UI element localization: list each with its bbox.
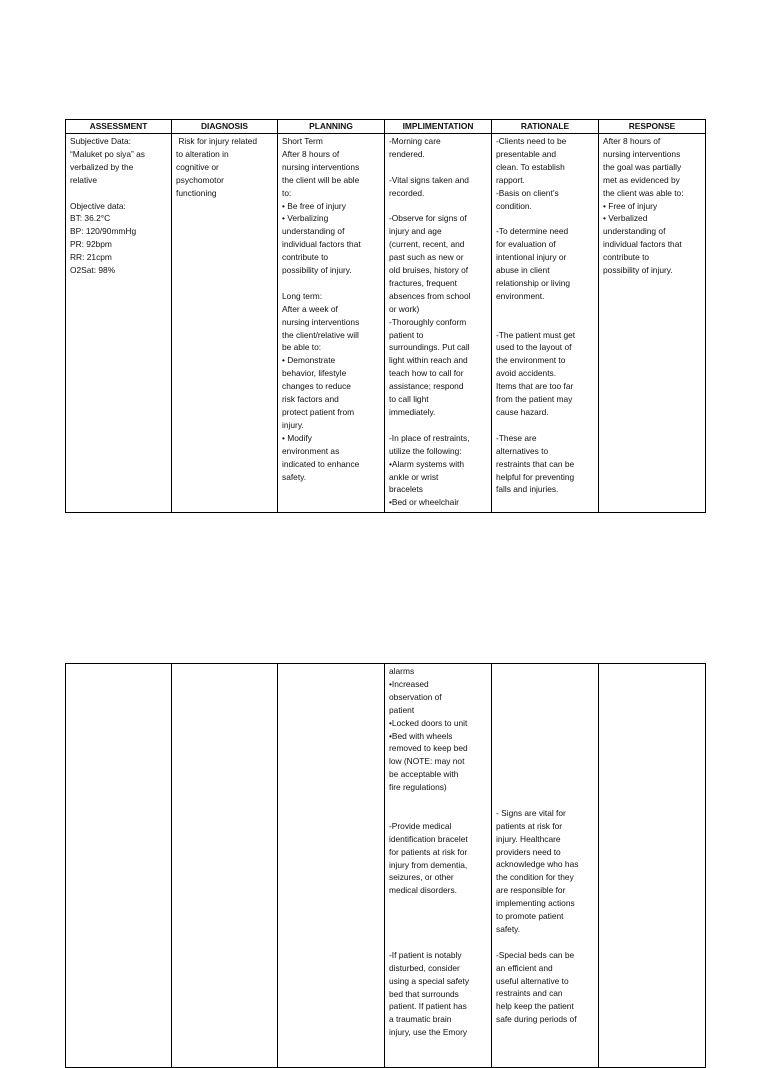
cell-text-line: -Basis on client’s (496, 187, 559, 198)
cell-text-line (496, 678, 594, 691)
cell-text-line: surroundings. Put call (389, 342, 470, 353)
cell-text-line: met as evidenced by (603, 174, 680, 185)
cell-text-line: -Vital signs taken and (389, 174, 469, 185)
cell-text-line (496, 729, 594, 742)
cell-text-line: clean. To establish (496, 161, 565, 172)
cell-text-line: medical disorders. (389, 885, 457, 896)
cell-text-line (496, 794, 594, 807)
cell-text-line: observation of (389, 691, 442, 702)
cell-text-line (496, 781, 594, 794)
cell-text-line: for patients at risk for (389, 846, 468, 857)
cell-text-line: behavior, lifestyle (282, 368, 347, 379)
cell-text-line: indicated to enhance (282, 458, 360, 469)
cell-text-line: -Clients need to be (496, 136, 567, 146)
cell-text-line: bed that surrounds (389, 988, 459, 999)
cell-text-line: acknowledge who has (496, 859, 579, 870)
cell-text-line: rendered. (389, 148, 425, 159)
cell-text-line: intentional injury or (496, 252, 567, 263)
cell-text-line (496, 704, 594, 717)
cell-text-line: -Observe for signs of (389, 213, 467, 224)
cell-text-line (282, 277, 380, 290)
cell-text-line: BT: 36.2°C (70, 213, 111, 224)
cell-text-line: nursing interventions (282, 161, 360, 172)
header-diagnosis: DIAGNOSIS (172, 120, 278, 134)
cell-text-line: helpful for preventing (496, 471, 575, 482)
table-row (66, 134, 706, 513)
cell-text-line: absences from school (389, 290, 471, 301)
header-response: RESPONSE (599, 120, 706, 134)
rationale-cell (492, 134, 599, 513)
cell-text-line: contribute to (603, 252, 650, 263)
cell-text-line (496, 665, 594, 678)
cell-text-line: •Bed with wheels (389, 730, 453, 741)
cell-text-line: for evaluation of (496, 239, 556, 250)
cell-text-line: or work) (389, 303, 420, 314)
cell-text-line: After a week of (282, 303, 338, 314)
cell-text-line: the client was able to: (603, 187, 684, 198)
cell-text-line: • Be free of injury (282, 200, 346, 211)
cell-text-line: nursing interventions (603, 148, 681, 159)
cell-text-line (496, 768, 594, 781)
cell-text-line: using a special safety (389, 975, 470, 986)
cell-text-line: the client/relative will (282, 329, 359, 340)
cell-text-line: providers need to (496, 846, 561, 857)
cell-text-line: restraints and can (496, 988, 563, 999)
cell-text-line: cognitive or (176, 161, 219, 172)
cell-text-line: RR: 21cpm (70, 252, 112, 263)
implementation-cell (385, 134, 492, 513)
rationale-cell (492, 664, 599, 1068)
cell-text-line: possibility of injury. (603, 265, 673, 276)
cell-text-line (389, 161, 487, 174)
cell-text-line: functioning (176, 187, 217, 198)
cell-text-line: •Locked doors to unit (389, 717, 468, 728)
nursing-care-plan-table (65, 119, 706, 513)
cell-text-line: an efficient and (496, 962, 553, 973)
cell-text-line: safe during periods of (496, 1014, 577, 1025)
cell-text-line (70, 187, 167, 200)
nursing-care-plan-table-continued (65, 663, 706, 1068)
cell-text-line: rapport. (496, 174, 525, 185)
cell-text-line: individual factors that (282, 239, 361, 250)
cell-text-line: help keep the patient (496, 1001, 574, 1012)
cell-text-line: Short Term (282, 136, 323, 146)
cell-text-line: to call light (389, 394, 429, 405)
cell-text-line: to promote patient (496, 911, 564, 922)
cell-text-line: utilize the following: (389, 445, 462, 456)
cell-text-line: alternatives to (496, 445, 549, 456)
cell-text-line: the client will be able (282, 174, 360, 185)
cell-text-line: •Increased (389, 678, 429, 689)
cell-text-line (496, 316, 594, 329)
cell-text-line (496, 936, 594, 949)
cell-text-line: understanding of (603, 226, 666, 237)
cell-text-line: (current, recent, and (389, 239, 465, 250)
cell-text-line: injury. Healthcare (496, 833, 561, 844)
cell-text-line (496, 717, 594, 730)
cell-text-line (389, 419, 487, 432)
assessment-cell (66, 664, 172, 1068)
cell-text-line: protect patient from (282, 407, 355, 418)
cell-text-line: to: (282, 187, 292, 198)
cell-text-line: useful alternative to (496, 975, 569, 986)
cell-text-line: -These are (496, 432, 537, 443)
cell-text-line: old bruises, history of (389, 265, 469, 276)
cell-text-line (496, 742, 594, 755)
cell-text-line: the goal was partially (603, 161, 682, 172)
header-implementation: IMPLIMENTATION (385, 120, 492, 134)
cell-text-line: BP: 120/90mmHg (70, 226, 137, 237)
cell-text-line (496, 303, 594, 316)
cell-text-line: ankle or wrist (389, 471, 439, 482)
header-rationale: RATIONALE (492, 120, 599, 134)
cell-text-line: patient (389, 704, 415, 715)
cell-text-line: immediately. (389, 407, 436, 417)
cell-text-line: After 8 hours of (603, 136, 661, 146)
cell-text-line: safety. (496, 923, 521, 934)
cell-text-line: restraints that can be (496, 458, 575, 469)
cell-text-line: After 8 hours of (282, 148, 340, 159)
cell-text-line (389, 807, 487, 820)
cell-text-line: be able to: (282, 342, 322, 353)
cell-text-line: relative (70, 174, 97, 185)
cell-text-line: -In place of restraints, (389, 432, 470, 443)
cell-text-line: be acceptable with (389, 769, 459, 780)
cell-text-line: -Special beds can be (496, 949, 575, 960)
cell-text-line: possibility of injury. (282, 265, 352, 276)
cell-text-line: light within reach and (389, 355, 468, 366)
cell-text-line: presentable and (496, 148, 557, 159)
cell-text-line: past such as new or (389, 252, 464, 263)
cell-text-line: • Demonstrate (282, 355, 336, 366)
cell-text-line: understanding of (282, 226, 345, 237)
cell-text-line: risk factors and (282, 394, 339, 405)
cell-text-line: safety. (282, 471, 307, 482)
cell-text-line (496, 691, 594, 704)
cell-text-line: patients at risk for (496, 820, 563, 831)
cell-text-line: seizures, or other (389, 872, 454, 883)
assessment-cell (66, 134, 172, 513)
header-planning: PLANNING (278, 120, 385, 134)
cell-text-line: patient to (389, 329, 424, 340)
cell-text-line: identification bracelet (389, 833, 468, 844)
cell-text-line (389, 200, 487, 213)
cell-text-line: bracelets (389, 484, 423, 495)
cell-text-line: - Signs are vital for (496, 807, 566, 818)
response-cell (599, 664, 706, 1068)
table-row (66, 664, 706, 1068)
cell-text-line: cause hazard. (496, 406, 549, 417)
cell-text-line: fire regulations) (389, 782, 447, 793)
cell-text-line: the condition for they (496, 872, 574, 883)
cell-text-line: removed to keep bed (389, 743, 468, 754)
cell-text-line (389, 897, 487, 910)
cell-text-line: relationship or living (496, 277, 571, 288)
cell-text-line: Subjective Data: (70, 136, 131, 146)
cell-text-line: patient. If patient has (389, 1001, 467, 1012)
diagnosis-cell (172, 134, 278, 513)
cell-text-line: alarms (389, 666, 415, 676)
cell-text-line: • Free of injury (603, 200, 658, 211)
cell-text-line: -To determine need (496, 226, 569, 237)
cell-text-line: “Maluket po siya” as (70, 148, 145, 159)
cell-text-line: a traumatic brain (389, 1014, 452, 1025)
cell-text-line: low (NOTE: may not (389, 756, 465, 767)
cell-text-line: fractures, frequent (389, 277, 457, 288)
cell-text-line: -Provide medical (389, 820, 452, 831)
header-row (66, 120, 706, 134)
cell-text-line: from the patient may (496, 394, 573, 405)
cell-text-line: environment as (282, 445, 340, 456)
response-cell (599, 134, 706, 513)
cell-text-line: the environment to (496, 355, 566, 366)
cell-text-line: PR: 92bpm (70, 239, 112, 250)
cell-text-line: condition. (496, 200, 532, 211)
cell-text-line: implementing actions (496, 898, 575, 909)
cell-text-line (389, 936, 487, 949)
planning-cell (278, 664, 385, 1068)
cell-text-line: individual factors that (603, 239, 682, 250)
cell-text-line (389, 794, 487, 807)
cell-text-line: • Verbalized (603, 213, 648, 224)
cell-text-line: Long term: (282, 290, 323, 301)
cell-text-line (496, 755, 594, 768)
cell-text-line: injury from dementia, (389, 859, 468, 870)
cell-text-line (496, 212, 594, 225)
cell-text-line: avoid accidents. (496, 368, 557, 379)
cell-text-line: injury, use the Emory (389, 1027, 468, 1038)
cell-text-line: -If patient is notably (389, 949, 462, 960)
diagnosis-cell (172, 664, 278, 1068)
cell-text-line: falls and injuries. (496, 484, 559, 495)
cell-text-line: changes to reduce (282, 381, 351, 392)
cell-text-line: are responsible for (496, 885, 566, 896)
cell-text-line: abuse in client (496, 265, 550, 276)
cell-text-line: •Alarm systems with (389, 458, 465, 469)
cell-text-line: Items that are too far (496, 381, 574, 392)
cell-text-line: • Modify (282, 432, 312, 443)
cell-text-line: nursing interventions (282, 316, 360, 327)
cell-text-line (496, 419, 594, 432)
header-assessment: ASSESSMENT (66, 120, 172, 134)
cell-text-line: contribute to (282, 252, 329, 263)
implementation-cell (385, 664, 492, 1068)
cell-text-line (389, 923, 487, 936)
cell-text-line: assistance; respond (389, 381, 464, 392)
cell-text-line: psychomotor (176, 174, 224, 185)
cell-text-line: teach how to call for (389, 368, 464, 379)
cell-text-line: used to the layout of (496, 342, 572, 353)
cell-text-line: Objective data: (70, 200, 126, 211)
cell-text-line: Risk for injury related (176, 136, 257, 146)
cell-text-line: injury. (282, 419, 304, 430)
cell-text-line: verbalized by the (70, 161, 134, 172)
cell-text-line: • Verbalizing (282, 213, 329, 224)
cell-text-line: -Thoroughly conform (389, 316, 467, 327)
cell-text-line: -The patient must get (496, 329, 576, 340)
cell-text-line (389, 910, 487, 923)
cell-text-line: injury and age (389, 226, 442, 237)
cell-text-line: environment. (496, 290, 545, 301)
cell-text-line: •Bed or wheelchair (389, 497, 459, 508)
cell-text-line: disturbed, consider (389, 962, 460, 973)
cell-text-line: to alteration in (176, 148, 229, 159)
cell-text-line: -Morning care (389, 136, 441, 146)
planning-cell (278, 134, 385, 513)
cell-text-line: recorded. (389, 187, 425, 198)
cell-text-line: O2Sat: 98% (70, 265, 116, 276)
